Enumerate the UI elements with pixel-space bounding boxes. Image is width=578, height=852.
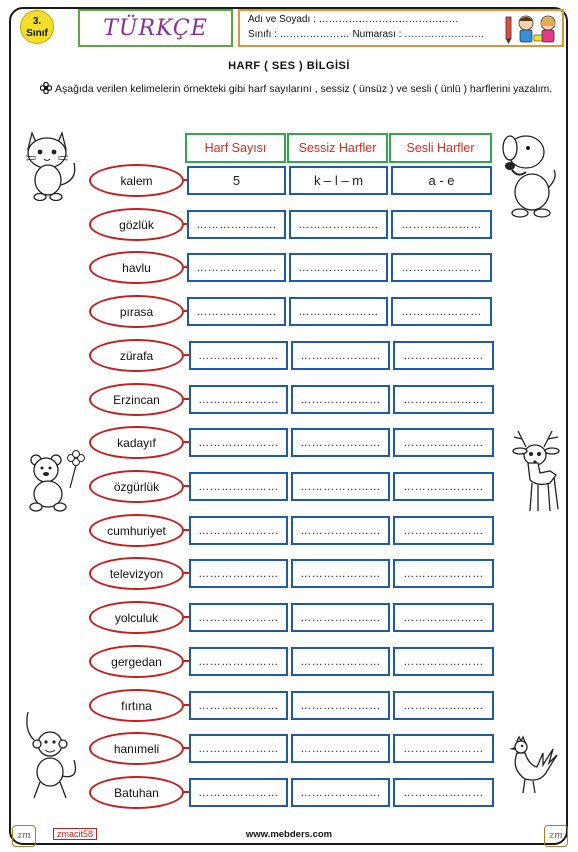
consonants-cell[interactable]: ………………… bbox=[291, 691, 390, 720]
letter-count-cell[interactable]: ………………… bbox=[189, 516, 288, 545]
consonants-cell[interactable]: ………………… bbox=[289, 297, 388, 326]
vowels-cell[interactable]: ………………… bbox=[393, 647, 494, 676]
consonants-cell[interactable]: ………………… bbox=[291, 647, 390, 676]
instruction-text bbox=[40, 80, 555, 98]
word-oval: havlu bbox=[89, 251, 184, 284]
vowels-cell[interactable]: ………………… bbox=[391, 297, 492, 326]
consonants-cell: k – l – m bbox=[289, 166, 388, 195]
word-oval: gözlük bbox=[89, 208, 184, 241]
corner-mark-left: zm bbox=[12, 825, 36, 847]
word-oval: hanımeli bbox=[89, 732, 184, 765]
letter-count-cell[interactable]: ………………… bbox=[189, 778, 288, 807]
name-field[interactable]: Adı ve Soyadı : …………………………………… bbox=[248, 14, 459, 25]
class-number-field[interactable]: Sınıfı : ………………… Numarası : …………………… bbox=[248, 29, 485, 40]
consonants-cell[interactable]: ………………… bbox=[291, 778, 390, 807]
header-letter-count: Harf Sayısı bbox=[185, 133, 286, 163]
letter-count-cell[interactable]: ………………… bbox=[189, 559, 288, 588]
page-title: HARF ( SES ) BİLGİSİ bbox=[228, 60, 350, 72]
kids-icon bbox=[504, 11, 564, 47]
rooster-icon bbox=[503, 735, 561, 797]
header-consonants: Sessiz Harfler bbox=[287, 133, 388, 163]
word-oval: pırasa bbox=[89, 295, 184, 328]
vowels-cell[interactable]: ………………… bbox=[393, 341, 494, 370]
letter-count-cell[interactable]: ………………… bbox=[187, 253, 286, 282]
vowels-cell[interactable]: ………………… bbox=[393, 516, 494, 545]
letter-count-cell[interactable]: ………………… bbox=[189, 603, 288, 632]
word-oval: özgürlük bbox=[89, 470, 184, 503]
website-link[interactable]: www.mebders.com bbox=[245, 829, 333, 840]
grade-badge bbox=[20, 10, 54, 44]
consonants-cell[interactable]: ………………… bbox=[289, 253, 388, 282]
letter-count-cell[interactable]: ………………… bbox=[189, 428, 288, 457]
word-oval: cumhuriyet bbox=[89, 514, 184, 547]
consonants-cell[interactable]: ………………… bbox=[291, 603, 390, 632]
vowels-cell[interactable]: ………………… bbox=[391, 210, 492, 239]
letter-count-cell[interactable]: ………………… bbox=[189, 341, 288, 370]
subject-title: TÜRKÇE bbox=[78, 9, 233, 47]
vowels-cell[interactable]: ………………… bbox=[391, 253, 492, 282]
vowels-cell[interactable]: ………………… bbox=[393, 385, 494, 414]
cat-icon bbox=[18, 125, 82, 203]
vowels-cell[interactable]: ………………… bbox=[393, 428, 494, 457]
vowels-cell[interactable]: ………………… bbox=[393, 691, 494, 720]
dog-icon bbox=[498, 130, 560, 220]
letter-count-cell: 5 bbox=[187, 166, 286, 195]
deer-icon bbox=[508, 425, 566, 515]
grade-number: 3. bbox=[32, 16, 42, 27]
consonants-cell[interactable]: ………………… bbox=[291, 516, 390, 545]
vowels-cell[interactable]: ………………… bbox=[393, 559, 494, 588]
teddy-bear-icon bbox=[26, 450, 88, 512]
letter-count-cell[interactable]: ………………… bbox=[187, 297, 286, 326]
word-oval: fırtına bbox=[89, 689, 184, 722]
word-oval: kalem bbox=[89, 164, 184, 197]
vowels-cell[interactable]: ………………… bbox=[393, 734, 494, 763]
word-oval: televizyon bbox=[89, 557, 184, 590]
consonants-cell[interactable]: ………………… bbox=[291, 341, 390, 370]
instruction-label: Aşağıda verilen kelimelerin örnekteki gibi harf sayılarını , sessiz ( ünsüz ) ve sesli ( ünlü ) harflerini yazalım. bbox=[55, 83, 553, 95]
letter-count-cell[interactable]: ………………… bbox=[189, 385, 288, 414]
letter-count-cell[interactable]: ………………… bbox=[189, 472, 288, 501]
word-oval: gergedan bbox=[89, 645, 184, 678]
consonants-cell[interactable]: ………………… bbox=[291, 734, 390, 763]
vowels-cell: a - e bbox=[391, 166, 492, 195]
author-code: zmacit58 bbox=[53, 828, 97, 840]
consonants-cell[interactable]: ………………… bbox=[291, 472, 390, 501]
letter-count-cell[interactable]: ………………… bbox=[189, 647, 288, 676]
word-oval: Erzincan bbox=[89, 383, 184, 416]
word-oval: zürafa bbox=[89, 339, 184, 372]
flower-icon bbox=[40, 82, 52, 94]
grade-label: Sınıf bbox=[26, 28, 48, 39]
word-oval: kadayıf bbox=[89, 426, 184, 459]
consonants-cell[interactable]: ………………… bbox=[289, 210, 388, 239]
letter-count-cell[interactable]: ………………… bbox=[187, 210, 286, 239]
monkey-icon bbox=[20, 710, 82, 802]
letter-count-cell[interactable]: ………………… bbox=[189, 691, 288, 720]
corner-mark-right: zm bbox=[544, 825, 568, 847]
consonants-cell[interactable]: ………………… bbox=[291, 559, 390, 588]
vowels-cell[interactable]: ………………… bbox=[393, 603, 494, 632]
word-oval: Batuhan bbox=[89, 776, 184, 809]
word-oval: yolculuk bbox=[89, 601, 184, 634]
vowels-cell[interactable]: ………………… bbox=[393, 778, 494, 807]
letter-count-cell[interactable]: ………………… bbox=[189, 734, 288, 763]
consonants-cell[interactable]: ………………… bbox=[291, 428, 390, 457]
header-vowels: Sesli Harfler bbox=[389, 133, 492, 163]
vowels-cell[interactable]: ………………… bbox=[393, 472, 494, 501]
consonants-cell[interactable]: ………………… bbox=[291, 385, 390, 414]
